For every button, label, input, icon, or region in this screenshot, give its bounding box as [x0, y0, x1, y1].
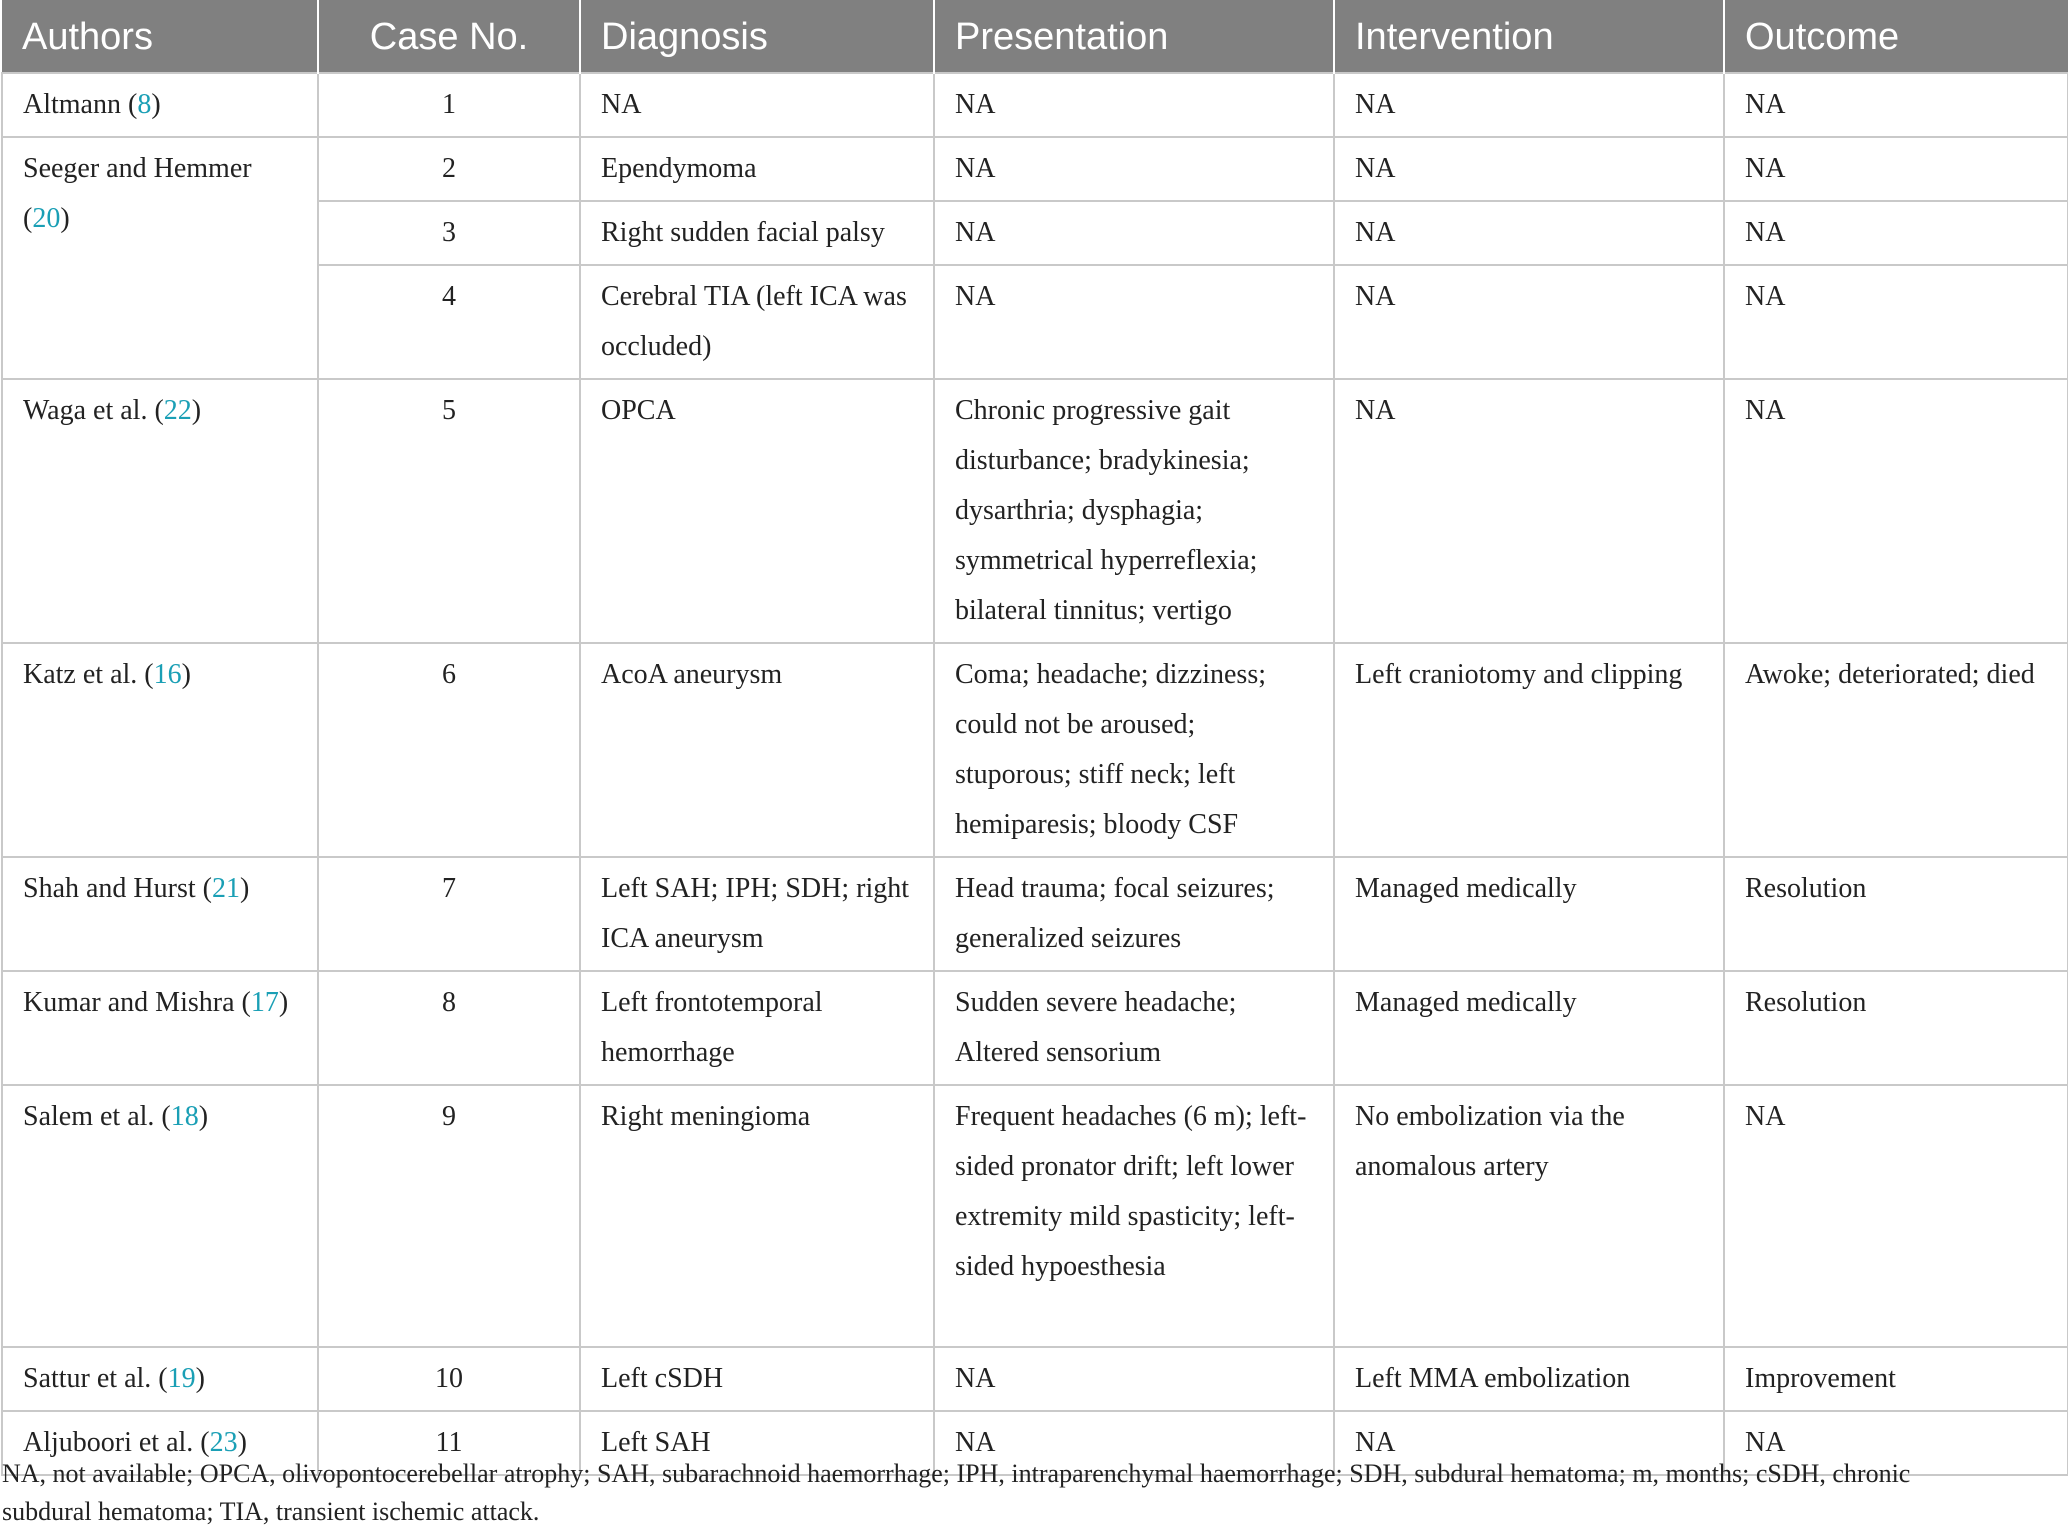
table-row — [2, 73, 2068, 137]
case-cell: 11 — [318, 1411, 580, 1475]
header-presentation: Presentation — [934, 1, 1334, 73]
diagnosis-cell: Right sudden facial palsy — [580, 201, 934, 265]
header-row — [2, 1, 2068, 73]
presentation-cell: NA — [934, 137, 1334, 201]
presentation-cell: Chronic progressive gait disturbance; bradykinesia; dysarthria; dysphagia; symmetrical hyperreflexia; bilateral tinnitus; vertigo — [934, 379, 1334, 643]
outcome-cell: NA — [1724, 201, 2068, 265]
table-row — [2, 971, 2068, 1085]
diagnosis-cell: Left SAH; IPH; SDH; right ICA aneurysm — [580, 857, 934, 971]
author-cell: Sattur et al. (19) — [2, 1347, 318, 1411]
outcome-cell: Awoke; deteriorated; died — [1724, 643, 2068, 857]
reference-link[interactable]: 17 — [250, 987, 279, 1018]
diagnosis-cell: Left frontotemporal hemorrhage — [580, 971, 934, 1085]
diagnosis-cell: Right meningioma — [580, 1085, 934, 1347]
case-cell: 10 — [318, 1347, 580, 1411]
intervention-cell: NA — [1334, 137, 1724, 201]
outcome-cell: Resolution — [1724, 857, 2068, 971]
reference-link[interactable]: 18 — [170, 1101, 199, 1132]
header-diagnosis: Diagnosis — [580, 1, 934, 73]
intervention-cell: NA — [1334, 1411, 1724, 1475]
reference-link[interactable]: 8 — [137, 89, 152, 120]
reference-link[interactable]: 23 — [209, 1427, 238, 1458]
intervention-cell: Managed medically — [1334, 971, 1724, 1085]
author-cell: Katz et al. (16) — [2, 643, 318, 857]
author-cell: Seeger and Hemmer (20) — [2, 137, 318, 379]
diagnosis-cell: Ependymoma — [580, 137, 934, 201]
diagnosis-cell: Left cSDH — [580, 1347, 934, 1411]
case-cell: 2 — [318, 137, 580, 201]
outcome-cell: Resolution — [1724, 971, 2068, 1085]
presentation-cell: Frequent headaches (6 m); left-sided pronator drift; left lower extremity mild spasticity; left-sided hypoesthesia — [934, 1085, 1334, 1347]
case-cell: 4 — [318, 265, 580, 379]
case-cell: 7 — [318, 857, 580, 971]
table-row — [2, 643, 2068, 857]
diagnosis-cell: AcoA aneurysm — [580, 643, 934, 857]
presentation-cell: NA — [934, 1411, 1334, 1475]
author-cell: Salem et al. (18) — [2, 1085, 318, 1347]
case-cell: 3 — [318, 201, 580, 265]
outcome-cell: NA — [1724, 1411, 2068, 1475]
outcome-cell: NA — [1724, 379, 2068, 643]
intervention-cell: NA — [1334, 265, 1724, 379]
table-row — [2, 857, 2068, 971]
reference-link[interactable]: 16 — [153, 659, 182, 690]
outcome-cell: NA — [1724, 73, 2068, 137]
presentation-cell: NA — [934, 201, 1334, 265]
intervention-cell: NA — [1334, 201, 1724, 265]
table-footnote: NA, not available; OPCA, olivopontocerebellar atrophy; SAH, subarachnoid haemorrhage; IPH, intraparenchymal haemorrhage; SDH, subdural hematoma; m, months; cSDH, chronic subdural hematoma; TIA, transient ischemic attack. — [2, 1459, 1911, 1526]
outcome-cell: NA — [1724, 265, 2068, 379]
author-cell: Kumar and Mishra (17) — [2, 971, 318, 1085]
presentation-cell: Sudden severe headache; Altered sensorium — [934, 971, 1334, 1085]
author-cell: Shah and Hurst (21) — [2, 857, 318, 971]
presentation-cell: NA — [934, 73, 1334, 137]
case-cell: 8 — [318, 971, 580, 1085]
intervention-cell: No embolization via the anomalous artery — [1334, 1085, 1724, 1347]
case-cell: 6 — [318, 643, 580, 857]
header-authors: Authors — [2, 1, 318, 73]
case-cell: 1 — [318, 73, 580, 137]
presentation-cell: Coma; headache; dizziness; could not be aroused; stuporous; stiff neck; left hemiparesis; bloody CSF — [934, 643, 1334, 857]
header-intervention: Intervention — [1334, 1, 1724, 73]
outcome-cell: Improvement — [1724, 1347, 2068, 1411]
table-row — [2, 137, 2068, 201]
intervention-cell: NA — [1334, 73, 1724, 137]
author-cell: Aljuboori et al. (23) — [2, 1411, 318, 1475]
diagnosis-cell: Cerebral TIA (left ICA was occluded) — [580, 265, 934, 379]
intervention-cell: Left MMA embolization — [1334, 1347, 1724, 1411]
intervention-cell: NA — [1334, 379, 1724, 643]
table-row — [2, 1347, 2068, 1411]
presentation-cell: Head trauma; focal seizures; generalized seizures — [934, 857, 1334, 971]
case-cell: 9 — [318, 1085, 580, 1347]
reference-link[interactable]: 20 — [32, 203, 61, 234]
reference-link[interactable]: 19 — [167, 1363, 196, 1394]
presentation-cell: NA — [934, 1347, 1334, 1411]
outcome-cell: NA — [1724, 137, 2068, 201]
reference-link[interactable]: 22 — [163, 395, 192, 426]
outcome-cell: NA — [1724, 1085, 2068, 1347]
author-cell: Altmann (8) — [2, 73, 318, 137]
diagnosis-cell: NA — [580, 73, 934, 137]
table-row — [2, 1085, 2068, 1347]
case-cell: 5 — [318, 379, 580, 643]
table-row — [2, 379, 2068, 643]
header-outcome: Outcome — [1724, 1, 2068, 73]
intervention-cell: Managed medically — [1334, 857, 1724, 971]
diagnosis-cell: Left SAH — [580, 1411, 934, 1475]
diagnosis-cell: OPCA — [580, 379, 934, 643]
case-table — [1, 0, 2068, 1476]
author-cell: Waga et al. (22) — [2, 379, 318, 643]
reference-link[interactable]: 21 — [211, 873, 240, 904]
header-case-no: Case No. — [318, 1, 580, 73]
presentation-cell: NA — [934, 265, 1334, 379]
intervention-cell: Left craniotomy and clipping — [1334, 643, 1724, 857]
